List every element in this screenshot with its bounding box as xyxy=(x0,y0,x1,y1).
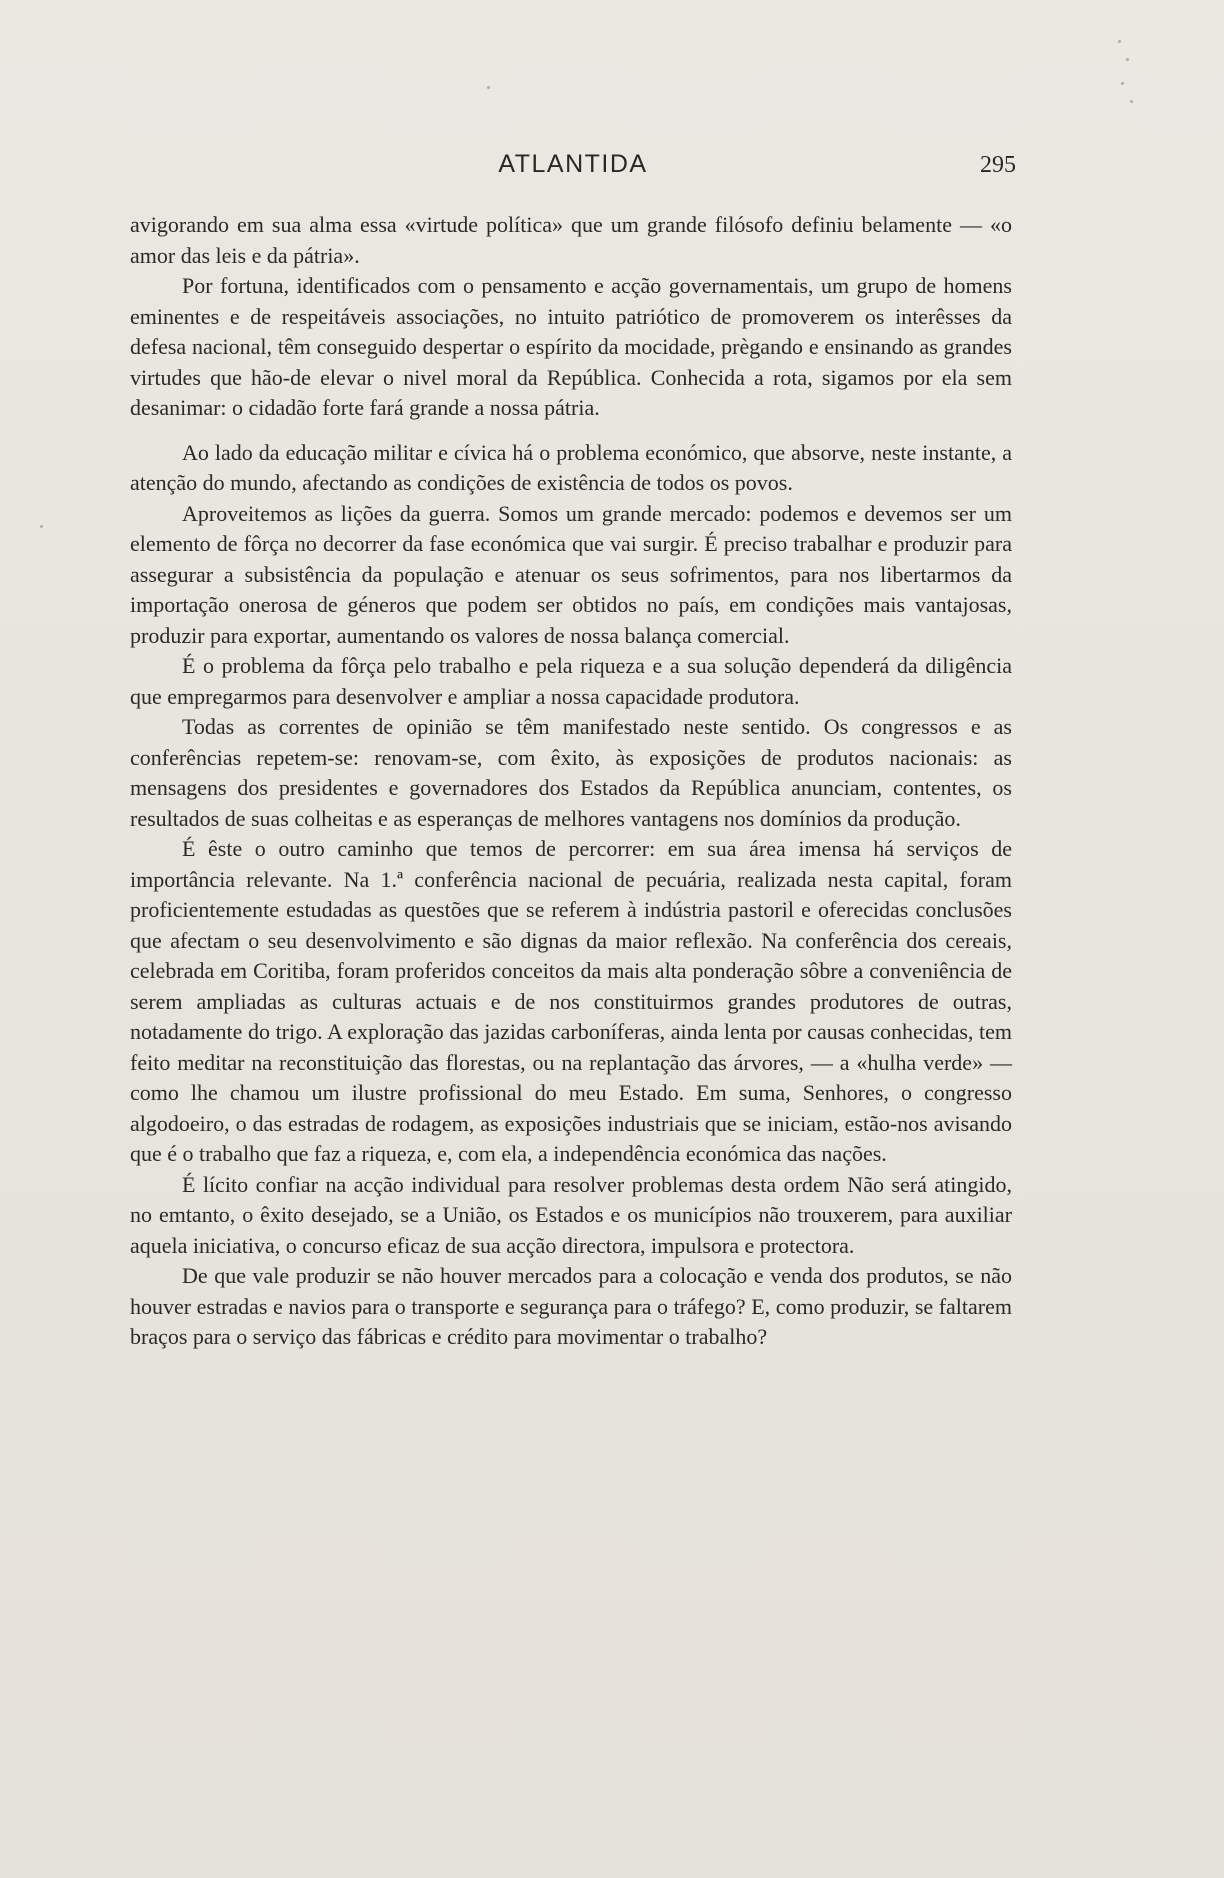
paper-speck xyxy=(40,525,43,528)
paper-speck xyxy=(1126,58,1129,61)
paper-speck xyxy=(1118,40,1121,43)
paragraph: Por fortuna, identificados com o pensamento e acção governamentais, um grupo de homens eminentes e de respeitáveis associações, no intuito patriótico de promoverem os interêsses da defesa nacional, têm conseguido despertar o espírito da mocidade, prègando e ensinando as grandes virtudes que hão-de elevar o nivel moral da República. Conhecida a rota, sigamos por ela sem desanimar: o cidadão forte fará grande a nossa pátria. xyxy=(130,273,1012,420)
paragraph: avigorando em sua alma essa «virtude política» que um grande filósofo definiu belamente — «o amor das leis e da pátria». xyxy=(130,212,1012,268)
paper-speck xyxy=(1130,100,1133,103)
paragraph: Todas as correntes de opinião se têm manifestado neste sentido. Os congressos e as conferências repetem-se: renovam-se, com êxito, às exposições de produtos nacionais: as mensagens dos presidentes e governadores dos Estados da República anunciam, contentes, os resultados de suas colheitas e as esperanças de melhores vantagens nos domínios da produção. xyxy=(130,714,1012,831)
paragraph: Ao lado da educação militar e cívica há o problema económico, que absorve, neste instante, a atenção do mundo, afectando as condições de existência de todos os povos. xyxy=(130,439,1012,495)
page-number: 295 xyxy=(980,152,1016,178)
paragraph: Aproveitemos as lições da guerra. Somos um grande mercado: podemos e devemos ser um elemento de fôrça no decorrer da fase económica que vai surgir. É preciso trabalhar e produzir para assegurar a subsistência da população e atenuar os seus sofrimentos, para nos libertarmos da importação onerosa de géneros que podem ser obtidos no país, em condições mais vantajosas, produzir para exportar, aumentando os valores de nossa balança comercial. xyxy=(130,500,1012,648)
paper-speck xyxy=(1121,82,1124,85)
paragraph: É êste o outro caminho que temos de percorrer: em sua área imensa há serviços de importância relevante. Na 1.ª conferência nacional de pecuária, realizada nesta capital, foram proficientemente estudadas as questões que se referem à indústria pastoril e oferecidas conclusões que afectam o seu desenvolvimento e são dignas da maior reflexão. Na conferência dos cereais, celebrada em Coritiba, foram proferidos conceitos da mais alta ponderação sôbre a conveniência de serem ampliadas as culturas actuais e de nos constituirmos grandes produtores de outras, notadamente do trigo. A exploração das jazidas carboníferas, ainda lenta por causas conhecidas, tem feito meditar na reconstituição das florestas, ou na replantação das árvores, — a «hulha verde» —como lhe chamou um ilustre profissional do meu Estado. Em suma, Senhores, o congresso algodoeiro, o das estradas de rodagem, as exposições industriais que se iniciam, estão-nos avisando que é o trabalho que faz a riqueza, e, com ela, a independência económica das nações. xyxy=(130,836,1012,1166)
paragraph: É lícito confiar na acção individual para resolver problemas desta ordem Não será atingido, no emtanto, o êxito desejado, se a União, os Estados e os municípios não trouxerem, para auxiliar aquela iniciativa, o concurso eficaz de sua acção directora, impulsora e protectora. xyxy=(130,1171,1012,1258)
page-header xyxy=(130,150,1016,190)
paragraph: De que vale produzir se não houver mercados para a colocação e venda dos produtos, se não houver estradas e navios para o transporte e segurança para o tráfego? E, como produzir, se faltarem braços para o serviço das fábricas e crédito para movimentar o trabalho? xyxy=(130,1263,1012,1349)
running-title: ATLANTIDA xyxy=(498,150,648,178)
paper-speck xyxy=(487,86,490,89)
paragraph: É o problema da fôrça pelo trabalho e pela riqueza e a sua solução dependerá da diligência que empregarmos para desenvolver e ampliar a nossa capacidade produtora. xyxy=(130,653,1012,709)
body-text xyxy=(130,210,1012,1353)
